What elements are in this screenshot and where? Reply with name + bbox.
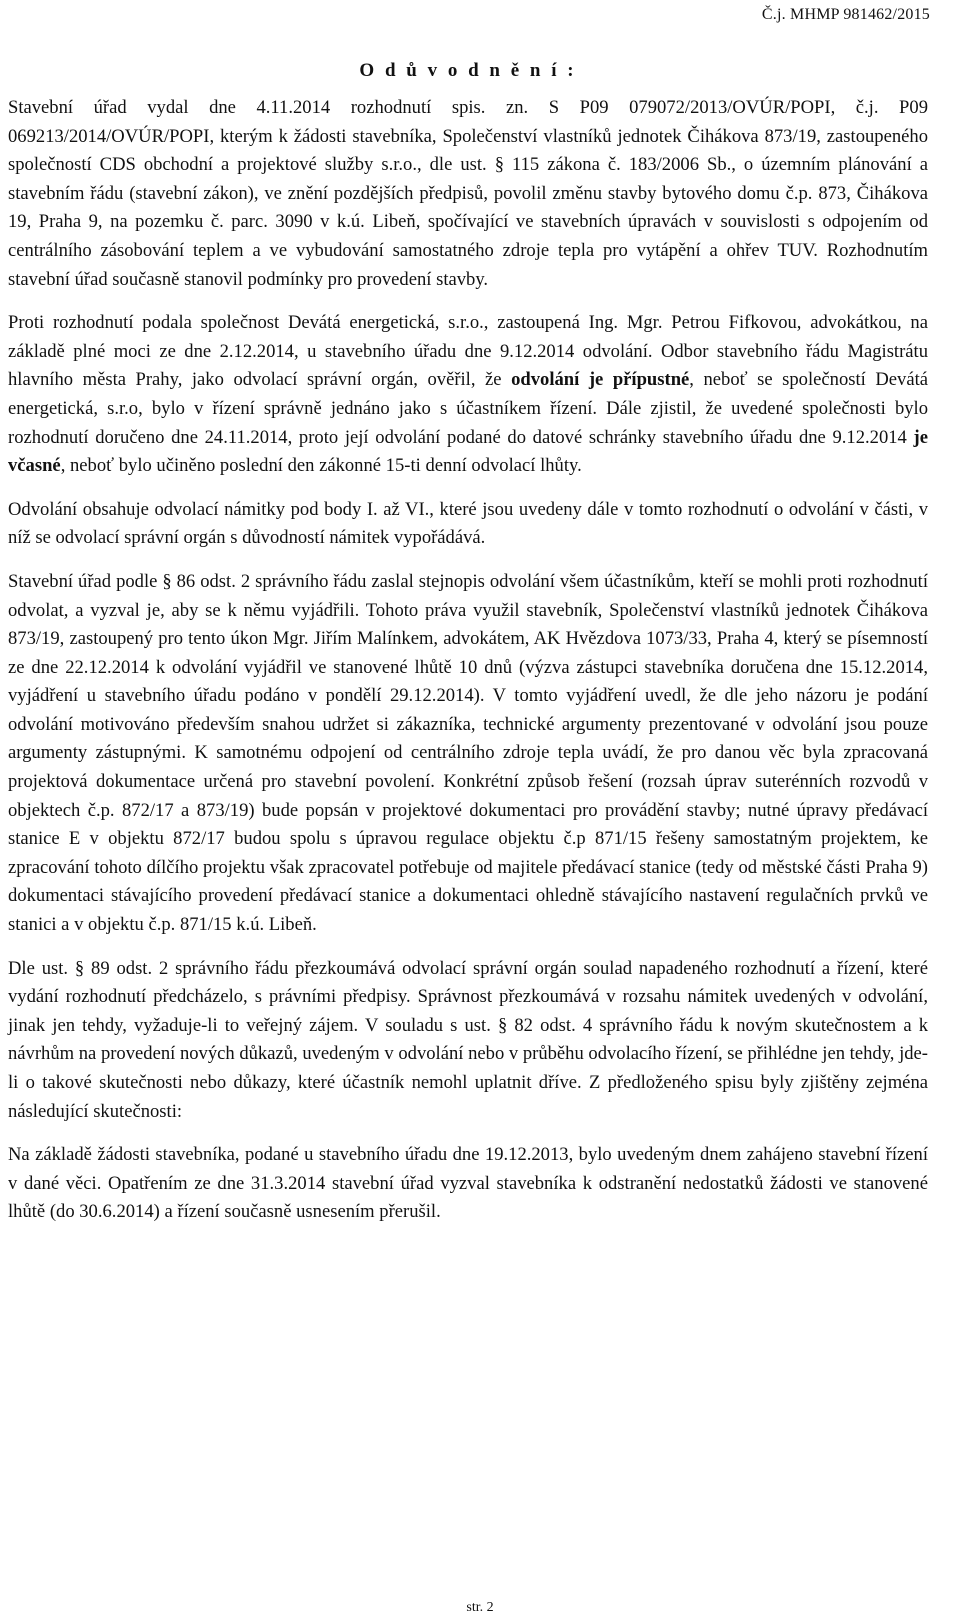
text-run: Dle ust. § 89 odst. 2 správního řádu přezkoumává odvolací správní orgán soulad napadeného rozhodnutí a řízení, které vydání rozhodnutí předcházelo, s právními předpisy. Správnost přezkoumává v rozsahu námitek uvedených v odvolání, jinak jen tehdy, vyžaduje-li to veřejný zájem. V souladu s ust. § 82 odst. 4 správního řádu k novým skutečnostem a k návrhům na provedení nových důkazů, uvedeným v odvolání nebo v průběhu odvolacího řízení, se přihlédne jen tehdy, jde-li o takové skutečnosti nebo důkazy, které účastník nemohl uplatnit dříve. Z předloženého spisu byly zjištěny zejména následující skutečnosti:: [8, 957, 928, 1122]
paragraph: [8, 955, 928, 1127]
bold-text: je včasné: [8, 426, 928, 477]
paragraph: [8, 1141, 928, 1227]
text-run: Proti rozhodnutí podala společnost Devátá energetická, s.r.o., zastoupená Ing. Mgr. Petrou Fifkovou, advokátkou, na základě plné moci ze dne 2.12.2014, u stavebního úřadu dne 9.12.2014 odvolání. Odbor stavebního řádu Magistrátu hlavního města Prahy, jako odvolací správní orgán, ověřil, že: [8, 312, 928, 391]
paragraph: [8, 496, 928, 553]
paragraph-list: [8, 94, 928, 1227]
section-title: O d ů v o d n ě n í :: [359, 60, 577, 81]
text-run: , neboť bylo učiněno poslední den zákonné 15-ti denní odvolací lhůty.: [60, 455, 582, 477]
paragraph: [8, 94, 928, 294]
text-run: Stavební úřad vydal dne 4.11.2014 rozhodnutí spis. zn. S P09 079072/2013/OVÚR/POPI, č.j. P09 069213/2014/OVÚR/POPI, kterým k žádosti stavebníka, Společenství vlastníků jednotek Čihákova 873/19, zastoupeného společností CDS obchodní a projektové služby s.r.o., dle ust. § 115 zákona č. 183/2006 Sb., o územním plánování a stavebním řádu (stavební zákon), ve znění pozdějších předpisů, povolil změnu stavby bytového domu č.p. 873, Čihákova 19, Praha 9, na pozemku č. parc. 3090 v k.ú. Libeň, spočívající ve stavebních úpravách v souvislosti s odpojením od centrálního zásobování teplem a ve vybudování samostatného zdroje tepla pro vytápění a ohřev TUV. Rozhodnutím stavební úřad současně stanovil podmínky pro provedení stavby.: [8, 97, 928, 290]
page-number: str. 2: [466, 1600, 494, 1615]
text-run: Stavební úřad podle § 86 odst. 2 správního řádu zaslal stejnopis odvolání všem účastníkům, kteří se mohli proti rozhodnutí odvolat, a vyzval je, aby se k němu vyjádřili. Tohoto práva využil stavebník, Společenství vlastníků jednotek Čihákova 873/19, zastoupený pro tento úkon Mgr. Jiřím Malínkem, advokátem, AK Hvězdova 1073/33, Praha 4, který se písemností ze dne 22.12.2014 k odvolání vyjádřil ve stanovené lhůtě 10 dnů (výzva zástupci stavebníka doručena dne 15.12.2014, vyjádření u stavebního úřadu podáno v pondělí 29.12.2014). V tomto vyjádření uvedl, že dle jeho názoru je podání odvolání motivováno především snahou udržet si zákazníka, technické argumenty prezentované v odvolání jsou pouze argumenty zástupnými. K samotnému odpojení od centrálního zdroje tepla uvádí, že pro danou věc byla zpracovaná projektová dokumentace určená pro stavební povolení. Konkrétní způsob řešení (rozsah úprav suterénních rozvodů v objektech č.p. 872/17 a 873/19) bude popsán v projektové dokumentaci pro provádění stavby; nutné úpravy předávací stanice E v objektu 872/17 budou spolu s úpravou regulace objektu č.p 871/15 řešeny samostatným projektem, ke zpracování tohoto dílčího projektu však zpracovatel potřebuje od majitele předávací stanice (tedy od městské části Praha 9) dokumentaci stávajícího provedení předávací stanice a dokumentaci ohledně stávajícího nastavení regulačních prvků ve stanici a v objektu č.p. 871/15 k.ú. Libeň.: [8, 570, 928, 936]
document-body: [8, 60, 928, 1242]
text-run: Na základě žádosti stavebníka, podané u stavebního úřadu dne 19.12.2013, bylo uvedeným dnem zahájeno stavební řízení v dané věci. Opatřením ze dne 31.3.2014 stavební úřad vyzval stavebníka k odstranění nedostatků žádosti ve stanovené lhůtě (do 30.6.2014) a řízení současně usnesením přerušil.: [8, 1144, 928, 1223]
document-reference-number: Č.j. MHMP 981462/2015: [761, 6, 930, 23]
paragraph: [8, 568, 928, 940]
paragraph: [8, 309, 928, 481]
bold-text: odvolání je přípustné: [511, 369, 690, 391]
text-run: Odvolání obsahuje odvolací námitky pod body I. až VI., které jsou uvedeny dále v tomto rozhodnutí o odvolání v části, v níž se odvolací správní orgán s důvodností námitek vypořádává.: [8, 498, 928, 549]
text-run: , neboť se společností Devátá energetická, s.r.o, bylo v řízení správně jednáno jako s účastníkem řízení. Dále zjistil, že uvedené společnosti bylo rozhodnutí doručeno dne 24.11.2014, proto její odvolání podané do datové schránky stavebního úřadu dne 9.12.2014: [8, 369, 929, 448]
